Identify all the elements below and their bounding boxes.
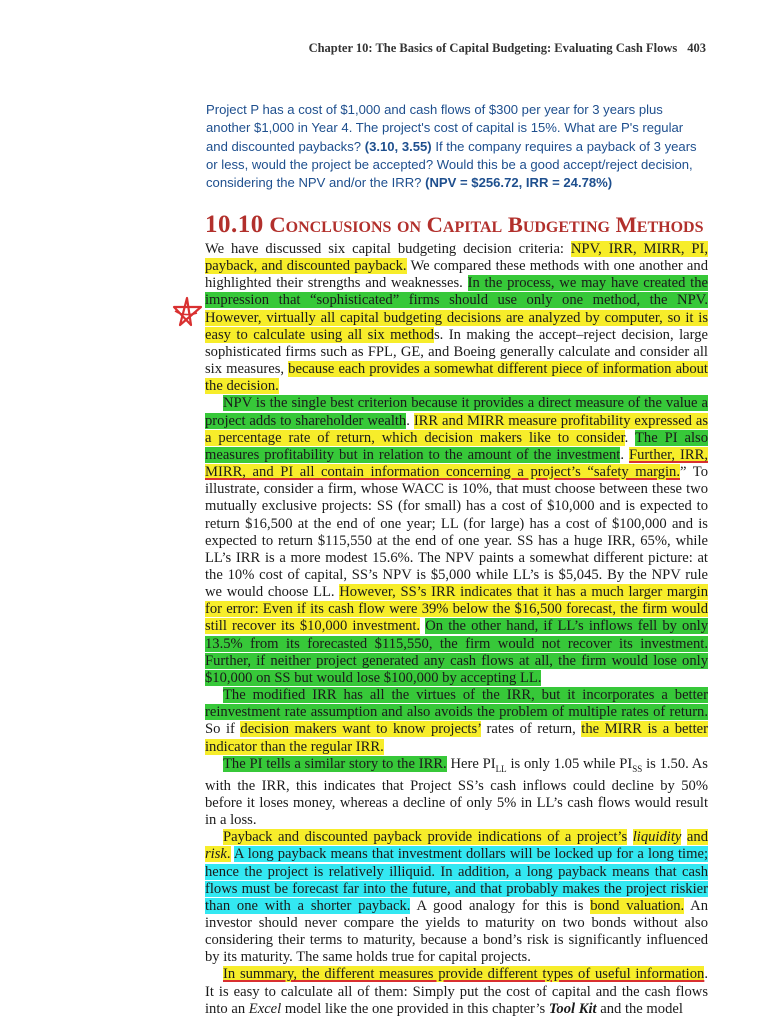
- paragraph-5: Payback and discounted payback provide indications of a project’s liquidity and risk. A long payback means that investment dollars will be locked up for a long time; hence the project is relatively illiquid. In addition, a long payback means that cash flows must be forecast far into the future, and that probably makes the project riskier than one with a shorter payback. A good analogy for this is bond valuation. An investor should never compare the yields to maturity on two bonds without also considering their terms to maturity, because a bond’s risk is significantly influenced by its maturity. The same holds true for capital projects.: [205, 829, 709, 966]
- answer-npv-irr: (NPV = $256.72, IRR = 24.78%): [425, 175, 613, 191]
- answer-paybacks: (3.10, 3.55): [364, 138, 432, 154]
- star-annotation-icon: [170, 295, 204, 329]
- paragraph-1: We have discussed six capital budgeting decision criteria: NPV, IRR, MIRR, PI, payback, and discounted payback. We compared these methods with one another and highlighted their strengths and weaknesses. In the process, we may have created the impression that “sophisticated” firms should use only one method, the NPV. However, virtually all capital budgeting decisions are analyzed by computer, so it is easy to calculate using all six methods. In making the accept–reject decision, large sophisticated firms such as FPL, GE, and Boeing generally calculate and consider all six measures, because each provides a somewhat different piece of information about the decision.: [205, 241, 708, 395]
- paragraph-2: NPV is the single best criterion because it provides a direct measure of the value a project adds to shareholder wealth. IRR and MIRR measure profitability expressed as a percentage rate of return, which decision makers like to consider. The PI also measures profitability but in relation to the amount of the investment. Further, IRR, MIRR, and PI all contain information concerning a project’s “safety margin.” To illustrate, consider a firm, whose WACC is 10%, that must choose between these two mutually exclusive projects: SS (for small) has a cost of $10,000 and is expected to return $16,500 at the end of one year; LL (for large) has a cost of $100,000 and is expected to return $115,550 at the end of one year. SS has a huge IRR, 65%, while LL’s IRR is a more modest 15.6%. The NPV paints a somewhat different picture: at the 10% cost of capital, SS’s NPV is $5,000 while LL’s is $5,045. By the NPV rule we would choose LL. However, SS’s IRR indicates that it has a much larger margin for error: Even if its cash flow were 39% below the $16,500 forecast, the firm would still recover its $10,000 investment. On the other hand, if LL’s inflows fell by only 13.5% from its forecasted $115,550, the firm would not recover its investment. Further, if neither project generated any cash flows at all, the firm would lose only $10,000 on SS but would lose $100,000 by accepting LL.: [205, 395, 709, 686]
- running-header: [309, 41, 706, 56]
- section-number: 10.10: [205, 211, 264, 238]
- page-number: 403: [687, 41, 706, 55]
- section-title: Conclusions on Capital Budgeting Methods: [269, 212, 704, 237]
- end-of-section-problem: Project P has a cost of $1,000 and cash flows of $300 per year for 3 years plus another $1,000 in Year 4. The project's cost of capital is 15%. What are P's regular and discounted paybacks? (3.10, 3.55) If the company requires a payback of 3 years or less, would the project be accepted? Would this be a good accept/reject decision, considering the NPV and/or the IRR? (NPV = $256.72, IRR = 24.78%): [206, 102, 697, 191]
- section-body: [205, 241, 708, 1018]
- paragraph-3: The modified IRR has all the virtues of the IRR, but it incorporates a better reinvestment rate assumption and also avoids the problem of multiple rates of return. So if decision makers want to know projects’ rates of return, the MIRR is a better indicator than the regular IRR.: [205, 687, 708, 755]
- section-heading: [205, 211, 704, 239]
- paragraph-4: The PI tells a similar story to the IRR. Here $PI_{LL}$ is only 1.05 while $PI_{SS}$ is 1.50. As with the IRR, this indicates that Project SS’s cash inflows could decline by 50% before it loses money, whereas a decline of only 5% in LL’s cash flows would result in a loss.: [205, 755, 708, 829]
- paragraph-6: In summary, the different measures provide different types of useful information. It is easy to calculate all of them: Simply put the cost of capital and the cash flows into an Excel model like the one provided in this chapter’s Tool Kit and the model: [205, 966, 708, 1017]
- chapter-title: Chapter 10: The Basics of Capital Budgeting: Evaluating Cash Flows: [308, 41, 678, 55]
